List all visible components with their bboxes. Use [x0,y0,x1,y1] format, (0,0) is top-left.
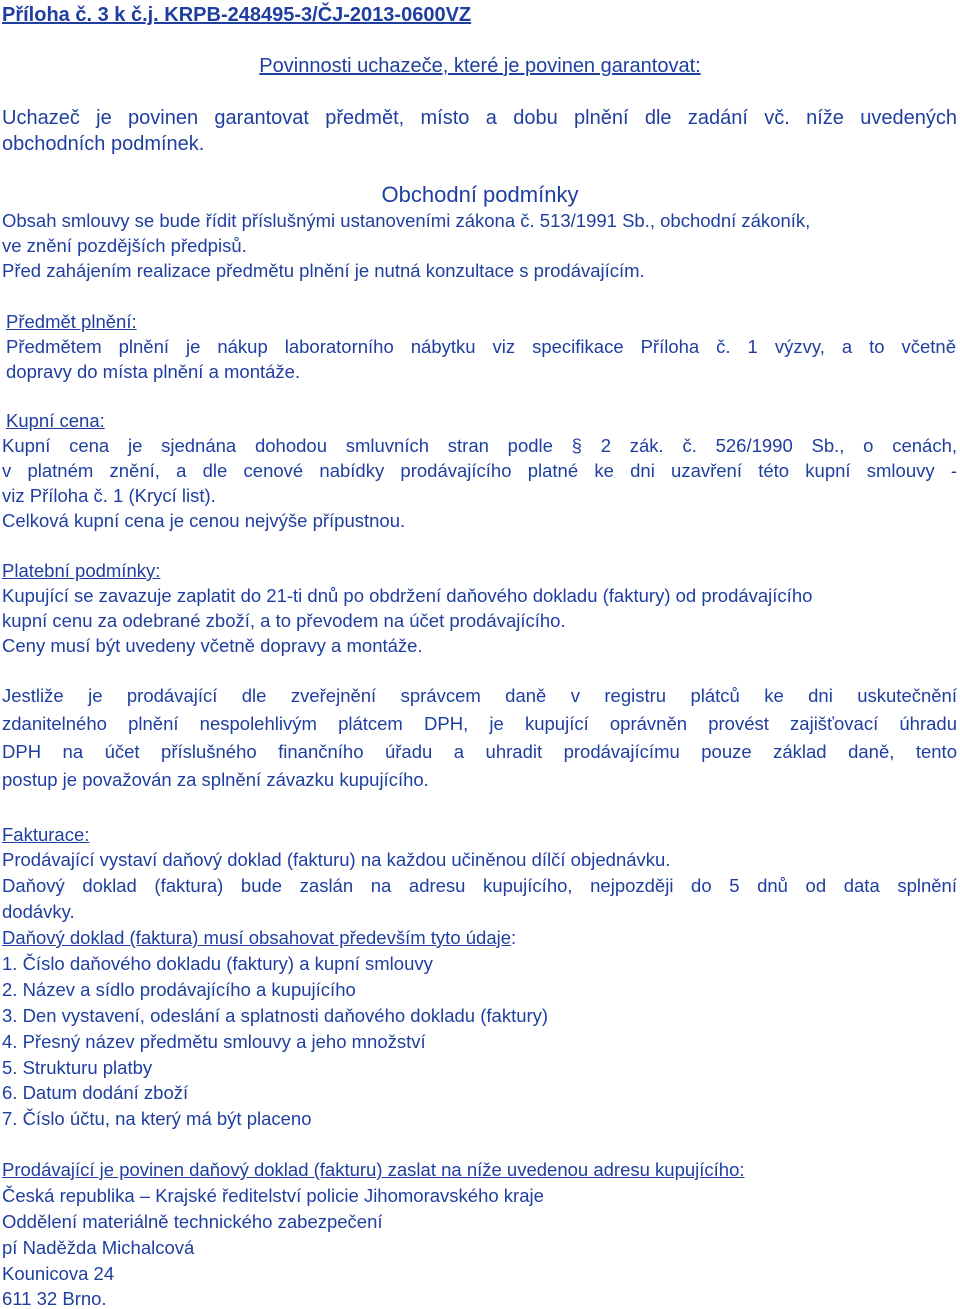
payment-heading: Platební podmínky: [2,560,161,581]
vat-line-4: postup je považován za splnění závazku kupujícího. [2,769,429,790]
business-terms-line-3: Před zahájením realizace předmětu plnění je nutná konzultace s prodávajícím. [2,260,645,281]
vat-line-2: zdanitelného plnění nespolehlivým plátcem DPH, je kupující oprávněn provést zajišťovací úhradu [2,713,957,734]
invoice-item-2: 2. Název a sídlo prodávajícího a kupujícího [2,979,356,1000]
vat-line-3: DPH na účet příslušného finančního úřadu a uhradit prodávajícímu pouze základ daně, tento [2,741,957,762]
address-line-3: pí Naděžda Michalcová [2,1237,195,1258]
intro-line-2: obchodních podmínek. [2,133,205,155]
business-terms-line-2: ve znění pozdějších předpisů. [2,235,247,256]
address-line-5: 611 32 Brno. [2,1288,107,1309]
payment-line-1: Kupující se zavazuje zaplatit do 21-ti dnů po obdržení daňového dokladu (faktury) od prodávajícího [2,585,813,606]
invoice-item-1: 1. Číslo daňového dokladu (faktury) a kupní smlouvy [2,953,433,974]
payment-line-2: kupní cenu za odebrané zboží, a to převodem na účet prodávajícího. [2,610,566,631]
business-terms-title: Obchodní podmínky [381,182,579,207]
invoice-item-4: 4. Přesný název předmětu smlouvy a jeho množství [2,1031,426,1052]
price-line-3: viz Příloha č. 1 (Krycí list). [2,485,216,506]
address-line-2: Oddělení materiálně technického zabezpečení [2,1211,383,1232]
vat-line-1: Jestliže je prodávající dle zveřejnění správcem daně v registru plátců ke dni uskutečnění [2,685,957,706]
duties-title: Povinnosti uchazeče, které je povinen garantovat: [259,55,701,77]
invoicing-line-1: Prodávající vystaví daňový doklad (fakturu) na každou učiněnou dílčí objednávku. [2,849,671,870]
price-line-4: Celková kupní cena je cenou nejvýše přípustnou. [2,510,406,531]
business-terms-line-1: Obsah smlouvy se bude řídit příslušnými ustanoveními zákona č. 513/1991 Sb., obchodní zákoník, [2,210,811,231]
invoice-item-7: 7. Číslo účtu, na který má být placeno [2,1108,312,1129]
invoice-contents-intro-colon: : [511,927,517,948]
invoice-contents-intro [2,929,516,948]
subject-heading: Předmět plnění: [6,311,137,332]
invoicing-line-2: Daňový doklad (faktura) bude zaslán na adresu kupujícího, nejpozději do 5 dnů od data splnění [2,875,957,896]
document-reference: Příloha č. 3 k č.j. KRPB-248495-3/ČJ-2013-0600VZ [2,4,472,26]
address-line-1: Česká republika – Krajské ředitelství policie Jihomoravského kraje [2,1185,544,1206]
invoice-item-5: 5. Strukturu platby [2,1057,153,1078]
price-heading: Kupní cena: [6,410,105,431]
invoice-item-3: 3. Den vystavení, odeslání a splatnosti daňového dokladu (faktury) [2,1005,549,1026]
price-line-1: Kupní cena je sjednána dohodou smluvních stran podle § 2 zák. č. 526/1990 Sb., o cenách, [2,435,957,456]
payment-line-3: Ceny musí být uvedeny včetně dopravy a montáže. [2,635,423,656]
subject-line-2: dopravy do místa plnění a montáže. [6,361,301,382]
invoice-item-6: 6. Datum dodání zboží [2,1082,189,1103]
address-line-4: Kounicova 24 [2,1263,115,1284]
price-line-2: v platném znění, a dle cenové nabídky prodávajícího platné ke dni uzavření této kupní smlouvy - [2,460,957,481]
address-heading: Prodávající je povinen daňový doklad (fakturu) zaslat na níže uvedenou adresu kupujícího: [2,1159,745,1180]
subject-line-1: Předmětem plnění je nákup laboratorního nábytku viz specifikace Příloha č. 1 výzvy, a to včetně [6,336,956,357]
invoice-contents-intro-underlined: Daňový doklad (faktura) musí obsahovat především tyto údaje [2,927,512,948]
invoicing-line-3: dodávky. [2,901,75,922]
invoicing-heading: Fakturace: [2,824,90,845]
intro-line-1: Uchazeč je povinen garantovat předmět, místo a dobu plnění dle zadání vč. níže uvedených [2,107,957,129]
